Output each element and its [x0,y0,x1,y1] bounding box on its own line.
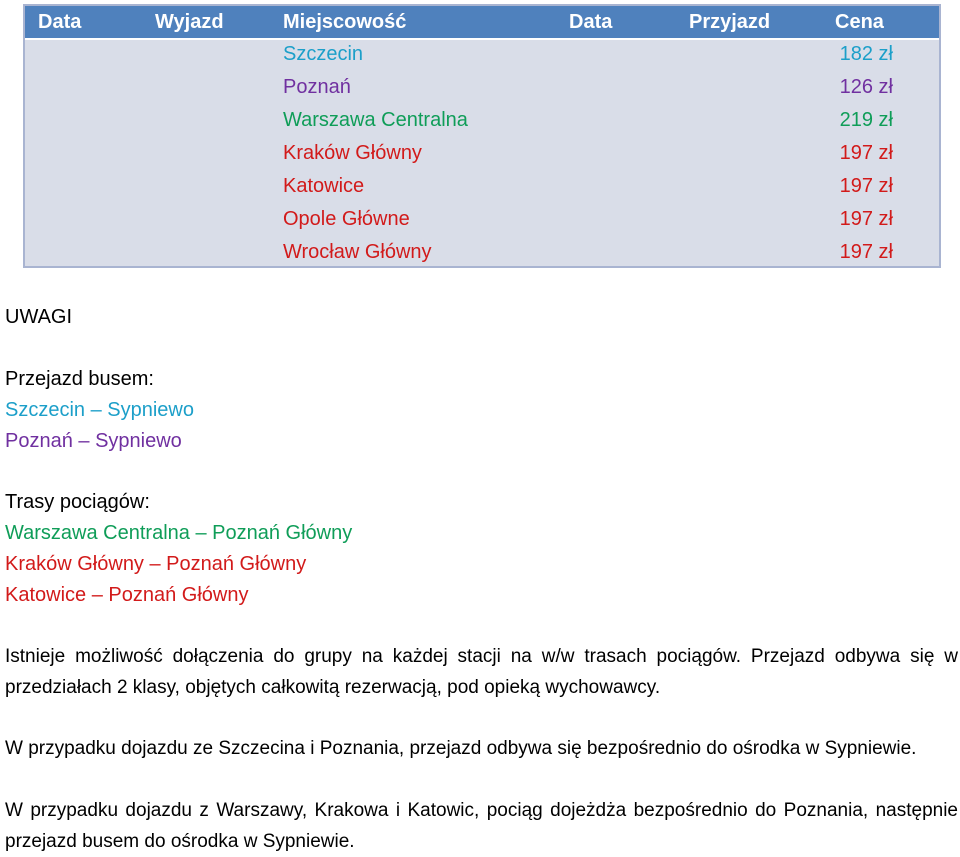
cell-miejscowosc: Katowice [283,175,365,197]
bus-route: Poznań – Sypniewo [5,430,182,452]
cell-miejscowosc: Opole Główne [283,208,410,230]
train-route: Warszawa Centralna – Poznań Główny [5,522,353,544]
table-row [25,38,939,71]
cell-cena: 197 zł [839,142,893,164]
header-data-przyjazd: Data [569,11,613,33]
header-data-wyjazd: Data [38,11,82,33]
info-paragraph: Istnieje możliwość dołączenia do grupy na każdej stacji na w/w trasach pociągów. Przejazd odbywa się w przedziałach 2 klasy, objętych całkowitą rezerwacją, pod opieką wychowawcy. [5,646,958,698]
cell-cena: 197 zł [839,241,893,263]
cell-miejscowosc: Wrocław Główny [283,241,432,263]
table-row [25,170,939,203]
table-row [25,203,939,236]
cell-miejscowosc: Kraków Główny [283,142,422,164]
header-miejscowosc: Miejscowość [283,11,407,33]
header-cena: Cena [835,11,884,33]
info-paragraph: W przypadku dojazdu z Warszawy, Krakowa i Katowic, pociąg dojeżdża bezpośrednio do Poznania, następnie przejazd busem do ośrodka w Sypniewie. [5,800,958,852]
bus-route: Szczecin – Sypniewo [5,399,194,421]
header-wyjazd: Wyjazd [155,11,224,33]
notes-title: UWAGI [5,306,73,328]
train-route: Katowice – Poznań Główny [5,584,249,606]
cell-miejscowosc: Warszawa Centralna [283,109,468,131]
table-row [25,236,939,269]
cell-cena: 197 zł [839,208,893,230]
bus-header: Przejazd busem: [5,368,154,390]
cell-cena: 197 zł [839,175,893,197]
cell-cena: 219 zł [839,109,893,131]
header-przyjazd: Przyjazd [689,11,771,33]
cell-cena: 126 zł [839,76,893,98]
train-header: Trasy pociągów: [5,491,150,513]
cell-miejscowosc: Poznań [283,76,351,98]
cell-miejscowosc: Szczecin [283,43,364,65]
table-row [25,137,939,170]
info-paragraph: W przypadku dojazdu ze Szczecina i Poznania, przejazd odbywa się bezpośrednio do ośrodka w Sypniewie. [5,738,917,759]
table-row [25,71,939,104]
schedule-table [23,4,941,268]
table-header-row [25,6,939,40]
cell-cena: 182 zł [839,43,893,65]
train-route: Kraków Główny – Poznań Główny [5,553,307,575]
table-row [25,104,939,137]
